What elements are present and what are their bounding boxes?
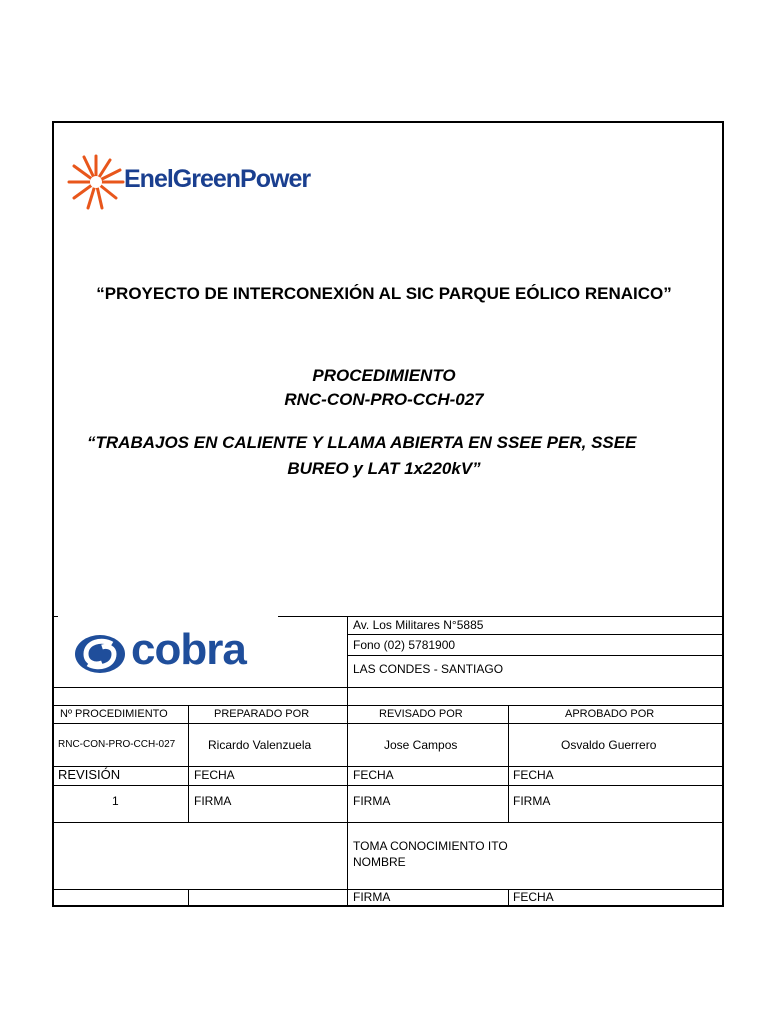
table-line (188, 889, 189, 907)
table-line (54, 616, 58, 617)
procedure-subject-line2: BUREO y LAT 1x220kV” (287, 459, 481, 478)
procedure-code: RNC-CON-PRO-CCH-027 (284, 390, 484, 409)
firma-label-3: FIRMA (513, 794, 551, 808)
table-line (347, 616, 348, 907)
table-line (52, 687, 724, 688)
fecha-label-2: FECHA (353, 768, 394, 782)
table-line (52, 705, 724, 706)
address-phone: Fono (02) 5781900 (353, 638, 456, 652)
revision-number: 1 (112, 794, 119, 808)
table-line (188, 705, 189, 822)
value-approved-by: Osvaldo Guerrero (561, 738, 657, 752)
table-line (52, 822, 724, 823)
table-line (347, 655, 724, 656)
value-procedure-number: RNC-CON-PRO-CCH-027 (58, 739, 176, 750)
header-procedure-number: Nº PROCEDIMIENTO (60, 708, 168, 720)
table-line (508, 705, 509, 822)
table-line (52, 723, 724, 724)
procedure-heading: PROCEDIMIENTO (312, 366, 456, 385)
cobra-logo-text: cobra (131, 625, 246, 674)
table-line (52, 785, 724, 786)
enel-logo-text: EnelGreenPower (124, 165, 311, 193)
revision-label: REVISIÓN (58, 767, 121, 782)
bottom-fecha-label: FECHA (513, 890, 554, 904)
cobra-logo-icon (72, 632, 128, 676)
header-approved-by: APROBADO POR (565, 708, 655, 720)
table-line (508, 889, 509, 907)
address-street: Av. Los Militares N°5885 (353, 618, 484, 632)
project-title: “PROYECTO DE INTERCONEXIÓN AL SIC PARQUE EÓLICO RENAICO” (96, 284, 672, 303)
fecha-label-1: FECHA (194, 768, 235, 782)
fecha-label-3: FECHA (513, 768, 554, 782)
value-reviewed-by: Jose Campos (384, 738, 458, 752)
procedure-subject-line1: “TRABAJOS EN CALIENTE Y LLAMA ABIERTA EN SSEE PER, SSEE (87, 433, 637, 452)
firma-label-2: FIRMA (353, 794, 391, 808)
header-prepared-by: PREPARADO POR (214, 708, 310, 720)
firma-label-1: FIRMA (194, 794, 232, 808)
enel-sun-logo-icon (66, 152, 126, 212)
ito-acknowledgment: TOMA CONOCIMIENTO ITO (353, 839, 508, 853)
bottom-firma-label: FIRMA (353, 890, 391, 904)
table-line (347, 634, 724, 635)
table-line (52, 766, 724, 767)
ito-name-label: NOMBRE (353, 855, 406, 869)
value-prepared-by: Ricardo Valenzuela (208, 738, 312, 752)
table-line (278, 616, 724, 617)
header-reviewed-by: REVISADO POR (379, 708, 463, 720)
document-frame (52, 121, 724, 907)
address-city: LAS CONDES - SANTIAGO (353, 662, 504, 676)
